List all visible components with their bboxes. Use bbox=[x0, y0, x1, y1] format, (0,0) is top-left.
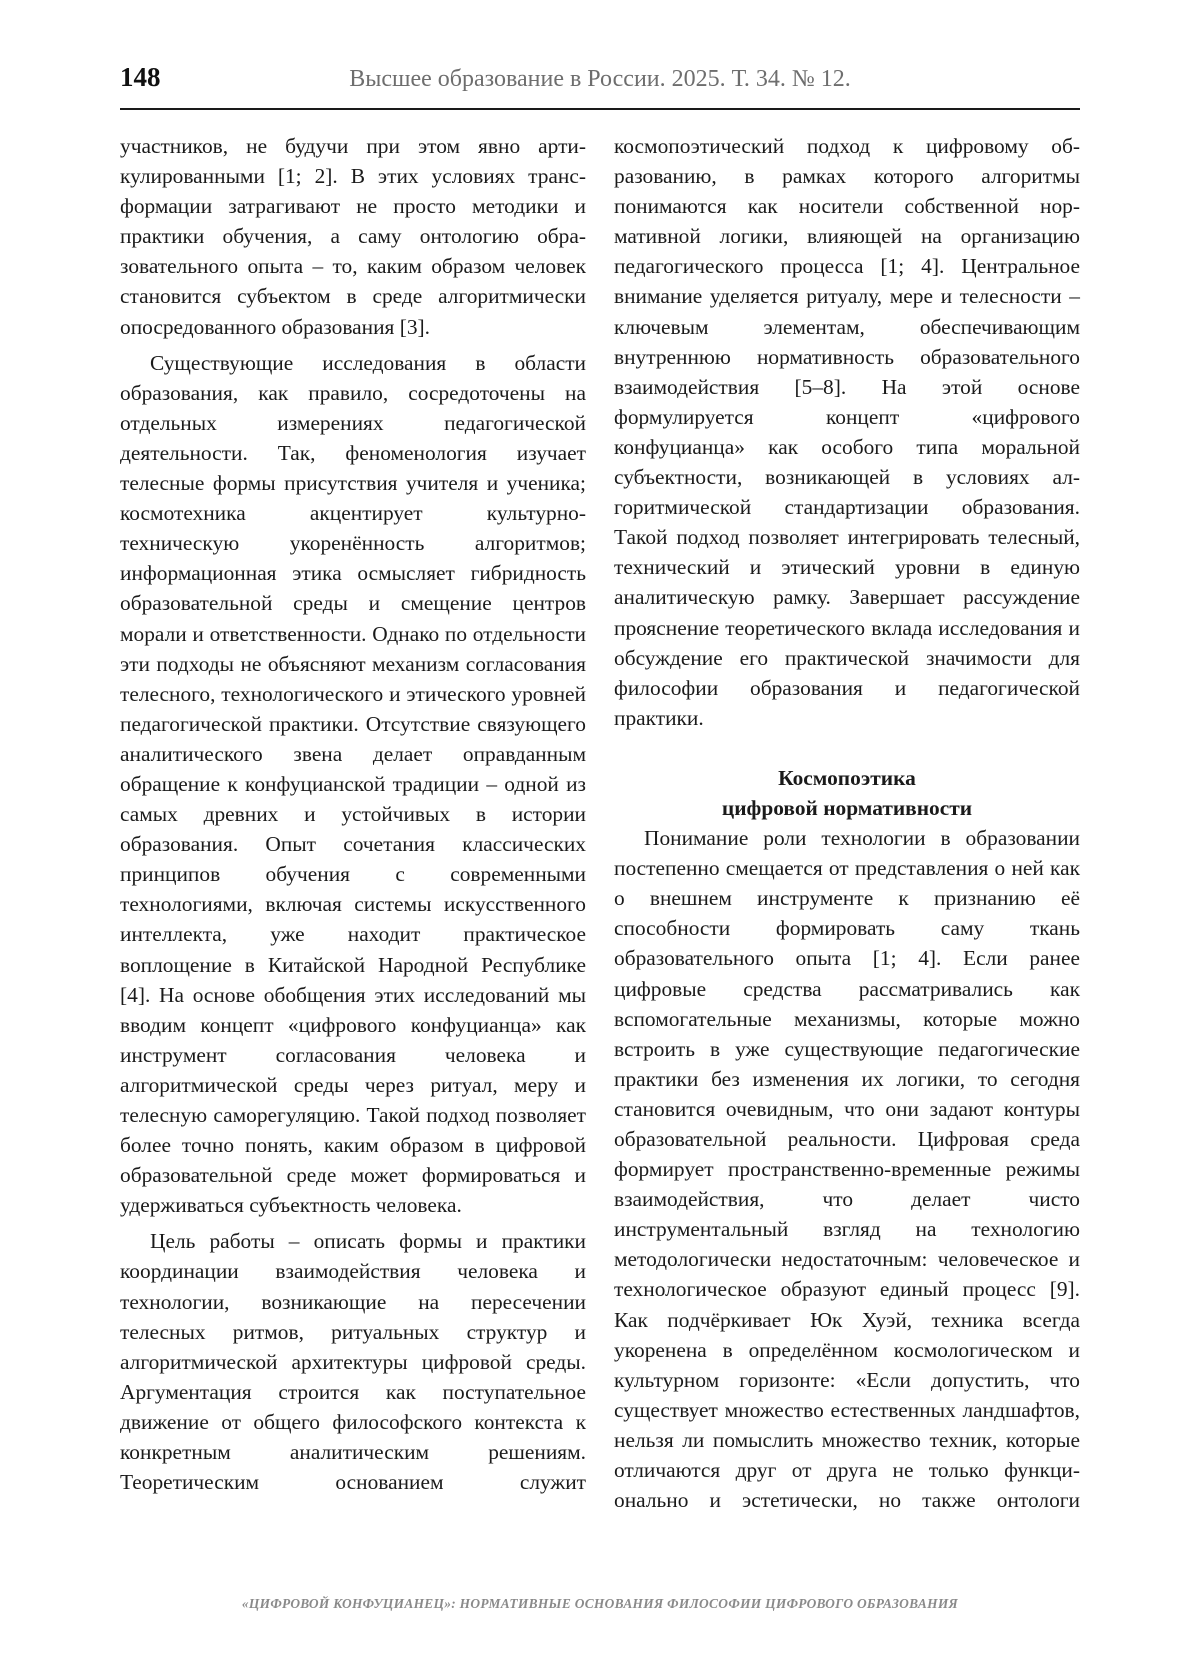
paragraph-aim: Цель работы – описать формы и практики координации взаимодействия человека и технологии, возникающие на пересечении телесных ритмов, ритуальных структур и алгоритмической архитектуры цифровой среды. Аргументация строится как поступательное движение от общего философского контекста к конкретным аналитическим решениям. Теоретическим основанием служит bbox=[120, 1229, 586, 1495]
journal-title: Высшее образование в России. 2025. Т. 34. № 12. bbox=[349, 66, 851, 92]
section-heading-line1: Космопоэтика bbox=[778, 765, 916, 790]
left-column bbox=[120, 131, 586, 1497]
section-heading bbox=[614, 733, 1080, 823]
paragraph-cosmopoetic-approach: космопоэтический подход к цифровому образованию, в рамках которого алгоритмы понимаются как носители собственной нормативной логики, влияющей на организацию педагогического процесса [1; 4]. Центральное внимание уделяется ритуалу, мере и телесности – ключевым элементам, обеспечивающим внутреннюю нормативность образовательного взаимодействия [5–8]. На этой основе формулируется концепт «цифрового конфуцианца» как особого типа моральной субъектности, возникающей в условиях алгоритмической стандартизации образования. Такой подход позволяет интегрировать телесный, технический и этический уровни в единую аналитическую рамку. Завершает рассуждение прояснение теоретического вклада исследования и обсуждение его практической значимости для философии образования и педагогической практики. bbox=[614, 134, 1080, 730]
paragraph-continued: участников, не будучи при этом явно артикулированными [1; 2]. В этих условиях трансформации затрагивают не просто методики и практики обучения, а саму онтологию образовательного опыта – то, каким образом человек становится субъектом в среде алгоритмически опосредованного образования [3]. bbox=[120, 134, 586, 339]
section-heading-line2: цифровой нормативности bbox=[721, 795, 973, 820]
running-footer: «ЦИФРОВОЙ КОНФУЦИАНЕЦ»: НОРМАТИВНЫЕ ОСНОВАНИЯ ФИЛОСОФИИ ЦИФРОВОГО ОБРАЗОВАНИЯ bbox=[241, 1596, 959, 1611]
page-header bbox=[120, 56, 1080, 110]
right-column bbox=[614, 131, 1080, 1515]
page-number: 148 bbox=[120, 62, 161, 92]
paragraph-existing-research: Существующие исследования в области образования, как правило, сосредоточены на отдельных измерениях педагогической деятельности. Так, феноменология изучает телесные формы присутствия учителя и ученика; космотехника акцентирует культурно-техническую укоренённость алгоритмов; информационная этика осмысляет гибридность образовательной среды и смещение центров морали и ответственности. Однако по отдельности эти подходы не объясняют механизм согласования телесного, технологического и этического уровней педагогической практики. Отсутствие связующего аналитического звена делает оправданным обращение к конфуцианской традиции – одной из самых древних и устойчивых в истории образования. Опыт сочетания классических принципов обучения с современными технологиями, включая системы искусственного интеллекта, уже находит практическое воплощение в Китайской Народной Республике [4]. На основе обобщения этих исследований мы вводим концепт «цифрового конфуцианца» как инструмент согласования человека и алгоритмической среды через ритуал, меру и телесную саморегуляцию. Такой подход позволяет более точно понять, каким образом в цифровой образовательной среде может формироваться и удерживаться субъектность человека. bbox=[120, 350, 586, 1218]
paragraph-technology-role: Понимание роли технологии в образовании постепенно смещается от представления о ней как о внешнем инструменте к признанию её способности формировать саму ткань образовательного опыта [1; 4]. Если ранее цифровые средства рассматривались как вспомогательные механизмы, которые можно встроить в уже существующие педагогические практики без изменения их логики, то сегодня становится очевидным, что они задают контуры образовательной реальности. Цифровая среда формирует пространственно-временные режимы взаимодействия, что делает чисто инструментальный взгляд на технологию методологически недостаточным: человеческое и технологическое образуют единый процесс [9]. Как подчёркивает Юк Хуэй, техника всегда укоренена в определённом космологическом и культурном горизонте: «Если допустить, что существует множество естественных ландшафтов, нельзя ли помыслить множество техник, которые отличаются друг от друга не только функционально и эстетически, но также онтологи bbox=[614, 826, 1080, 1513]
